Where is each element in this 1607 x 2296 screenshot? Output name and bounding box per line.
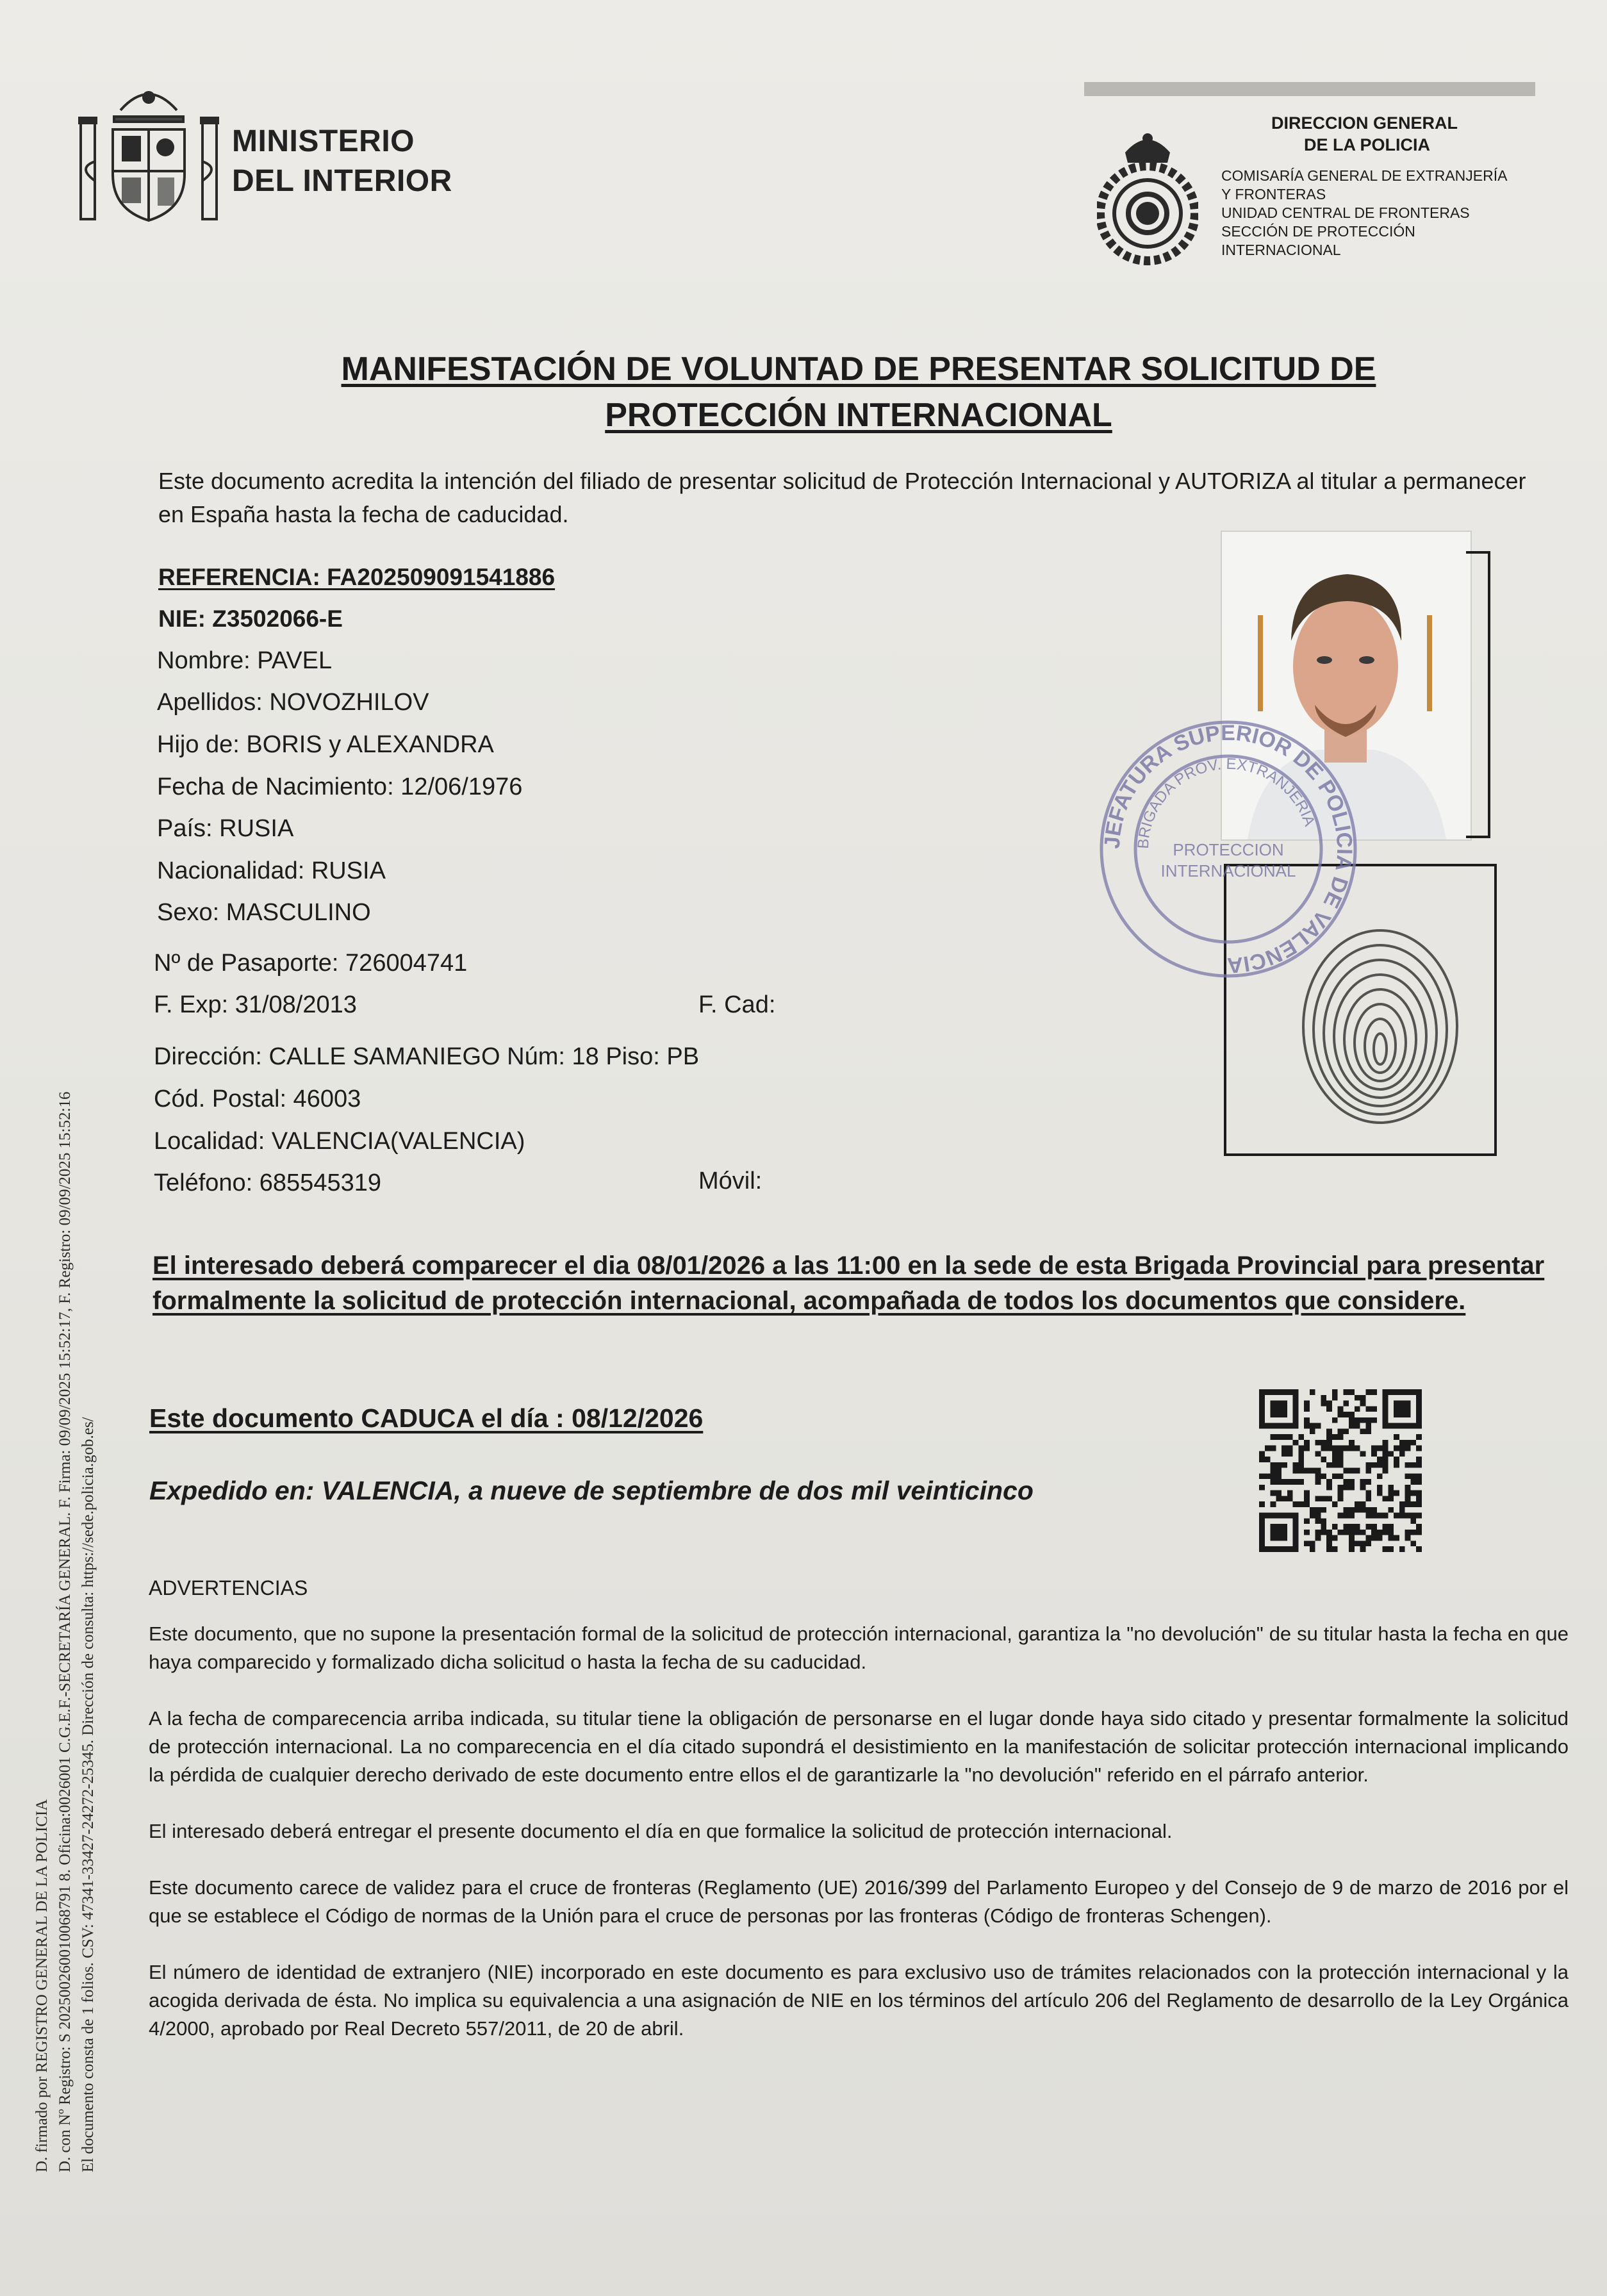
photo-frame-bracket [1466, 551, 1490, 838]
field-hijo-de: Hijo de: BORIS y ALEXANDRA [157, 731, 494, 758]
field-sexo: Sexo: MASCULINO [157, 899, 371, 926]
header-bar [1084, 82, 1535, 96]
warning-paragraph: A la fecha de comparecencia arriba indicada, su titular tiene la obligación de personarse en el lugar donde haya sido citado y presentar formalmente la solicitud de protección internacional. La no comparecencia en el día citado supondrá el desistimiento en la manifestación de solicitar protección internacional implicando la pérdida de cualquier derecho derivado de este documento entre ellos el de garantizarle la "no devolución" referido en el párrafo anterior. [149, 1707, 1569, 1786]
svg-text:INTERNACIONAL: INTERNACIONAL [1160, 861, 1296, 880]
field-pais: País: RUSIA [157, 815, 294, 842]
svg-text:PROTECCION: PROTECCION [1173, 840, 1284, 859]
electronic-signature-margin: D. firmado por REGISTRO GENERAL DE LA POLICIA D. con Nº Registro: S 202500260010068791 8. Oficina:0026001 C.G.E.F.-SECRETARÍA GENERAL. F. Firma: 09/09/2025 15:52:17, F. Registro: 09/09/2025 15:52:16 El documento consta de 1 folios. CSV: 47341-33427-24272-25345. Dirección de consulta: https://sede.policia.gob.es/ [33, 1091, 97, 2172]
warning-paragraph: El interesado deberá entregar el presente documento el día en que formalice la solicitud de protección internacional. [149, 1820, 1173, 1842]
field-f-exp: F. Exp: 31/08/2013 [154, 991, 357, 1018]
field-pasaporte: Nº de Pasaporte: 726004741 [154, 950, 468, 977]
field-nombre: Nombre: PAVEL [157, 647, 333, 674]
field-apellidos: Apellidos: NOVOZHILOV [157, 689, 429, 716]
field-fecha-nacimiento: Fecha de Nacimiento: 12/06/1976 [157, 773, 523, 800]
svg-text:JEFATURA SUPERIOR DE POLICIA D: JEFATURA SUPERIOR DE POLICIA DE VALENCIA [1100, 720, 1357, 978]
warnings-heading: ADVERTENCIAS [149, 1576, 308, 1599]
document-title: MANIFESTACIÓN DE VOLUNTAD DE PRESENTAR SOLICITUD DE PROTECCIÓN INTERNACIONAL [341, 351, 1376, 434]
expiry-date: Este documento CADUCA el día : 08/12/2026 [149, 1403, 704, 1433]
intro-text: Este documento acredita la intención del filiado de presentar solicitud de Protección Internacional y AUTORIZA al titular a permanecer en España hasta la fecha de caducidad. [158, 468, 1526, 527]
dg-policia-subheading: COMISARÍA GENERAL DE EXTRANJERÍA Y FRONTERAS UNIDAD CENTRAL DE FRONTERAS SECCIÓN DE PROTECCIÓN INTERNACIONAL [1221, 167, 1508, 258]
svg-text:BRIGADA PROV. EXTRANJERIA: BRIGADA PROV. EXTRANJERIA [1134, 755, 1319, 850]
spain-coat-of-arms-icon [76, 72, 222, 226]
qr-modules [1259, 1389, 1422, 1552]
field-localidad: Localidad: VALENCIA(VALENCIA) [154, 1128, 525, 1155]
issued-in: Expedido en: VALENCIA, a nueve de septiembre de dos mil veinticinco [149, 1476, 1034, 1505]
police-emblem-icon [1097, 127, 1198, 267]
appointment-notice: El interesado deberá comparecer el dia 08/01/2026 a las 11:00 en la sede de esta Brigada Provincial para presentar formalmente la solicitud de protección internacional, acompañada de todos los documentos que considere. [152, 1251, 1545, 1315]
nie-number: NIE: Z3502066-E [158, 606, 343, 632]
field-movil: Móvil: [698, 1168, 762, 1194]
warning-paragraph: El número de identidad de extranjero (NIE) incorporado en este documento es para exclusivo uso de trámites relacionados con la protección internacional y la acogida derivada de ésta. No implica su equivalencia a una asignación de NIE en los términos del artículo 206 del Reglamento de desarrollo de la Ley Orgánica 4/2000, aprobado por Real Decreto 557/2011, de 20 de abril. [149, 1961, 1569, 2040]
official-stamp [1097, 718, 1360, 980]
field-nacionalidad: Nacionalidad: RUSIA [157, 857, 386, 884]
ministry-name: MINISTERIO DEL INTERIOR [232, 124, 452, 198]
field-telefono: Teléfono: 685545319 [154, 1169, 381, 1196]
warning-paragraph: Este documento carece de validez para el cruce de fronteras (Reglamento (UE) 2016/399 del Parlamento Europeo y del Consejo de 9 de marzo de 2016 por el que se establece el Código de normas de la Unión para el cruce de personas por las fronteras (Código de fronteras Schengen). [149, 1876, 1569, 1927]
qr-code[interactable] [1259, 1389, 1422, 1552]
warning-paragraph: Este documento, que no supone la presentación formal de la solicitud de protección internacional, garantiza la "no devolución" de su titular hasta la fecha en que haya comparecido y formalizado dicha solicitud o hasta la fecha de su caducidad. [149, 1623, 1569, 1673]
warnings-body [149, 1620, 1569, 2071]
field-f-cad: F. Cad: [698, 991, 776, 1018]
reference-number: REFERENCIA: FA202509091541886 [158, 564, 556, 590]
field-direccion: Dirección: CALLE SAMANIEGO Núm: 18 Piso: PB [154, 1043, 700, 1070]
field-cod-postal: Cód. Postal: 46003 [154, 1086, 361, 1112]
dg-policia-heading: DIRECCION GENERAL DE LA POLICIA [1271, 113, 1458, 154]
